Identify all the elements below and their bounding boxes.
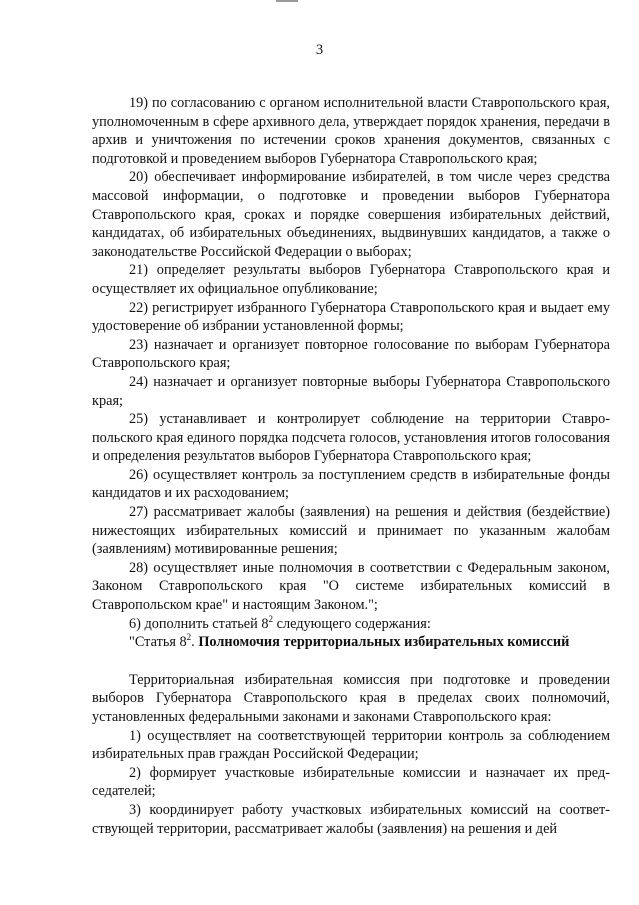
article-prefix: "Статья 8: [129, 634, 187, 651]
article-superscript: 2: [186, 632, 192, 643]
article-title: Полномочия территориальных избирательных комиссий: [198, 634, 570, 651]
amendment-suffix: следующего содержания:: [273, 615, 431, 632]
amendment-superscript: 2: [268, 613, 274, 624]
list-item: 21) определяет результаты выборов Губернатора Ставропольского края и осуществляет их официальное опубликование;: [92, 262, 610, 297]
list-item: 19) по согласованию с органом исполнительной власти Ставропольского края, уполномоченным в сфере архивного дела, утверждает порядок хранения, передачи в архив и уничтожения по истечении сроков хранения документов, связанных с подготовкой и проведением выборов Губернатора Ставропольского края;: [92, 95, 610, 167]
list-item: 28) осуществляет иные полномочия в соответствии с Федеральным законом, Законом Ставропольского края "О системе избирательных комиссий в Ставропольском крае" и настоящим Законом.";: [92, 559, 610, 614]
list-item: 1) осуществляет на соответствующей территории контроль за соблюдением избирательных прав граждан Российской Федерации;: [92, 727, 610, 763]
list-item: 2) формирует участковые избирательные комиссии и назначает их председателей;: [92, 764, 610, 800]
list-item: 25) устанавливает и контролирует соблюдение на территории Ставропольского края единого порядка подсчета голосов, установления итогов голосования и определения результатов выборов Губернатора Ставропольского края;: [92, 411, 610, 465]
list-item: 26) осуществляет контроль за поступлением средств в избирательные фонды кандидатов и их расходованием;: [92, 466, 610, 502]
list-item: 24) назначает и организует повторные выборы Губернатора Ставропольского края;: [92, 373, 610, 409]
article-intro: Территориальная избирательная комиссия при подготовке и проведении выборов Губернатора Ставропольского края в пределах своих полномочий, установленных федеральными законами и законами Ставропольского края:: [92, 671, 610, 725]
article-separator: .: [191, 634, 199, 651]
scan-mark: [276, 0, 298, 2]
list-item: 3) координирует работу участковых избирательных комиссий на соответствующей территории, рассматривает жалобы (заявления) на решения и дей: [92, 801, 610, 837]
amendment-prefix: 6) дополнить статьей 8: [129, 615, 269, 632]
page-number: 3: [315, 42, 324, 58]
list-item: 22) регистрирует избранного Губернатора Ставропольского края и выдает ему удостоверение об избрании установленной формы;: [92, 299, 610, 335]
amendment-line: [92, 615, 610, 634]
list-item: 20) обеспечивает информирование избирателей, в том числе через средства массовой информации, о подготовке и проведении выборов Губернатора Ставропольского края, сроках и порядке совершения избирательных действий, кандидатах, об избирательных объединениях, выдвинувших кандидатов, а также о законодательстве Российской Федерации о выборах;: [92, 169, 610, 260]
list-item: 23) назначает и организует повторное голосование по выборам Губернатора Ставропольского края;: [92, 336, 610, 372]
list-item: 27) рассматривает жалобы (заявления) на решения и действия (бездействие) нижестоящих избирательных комиссий и принимает по указанным жалобам (заявлениям) мотивированные решения;: [92, 504, 610, 558]
document-body: [92, 94, 610, 838]
article-heading: [92, 633, 610, 652]
